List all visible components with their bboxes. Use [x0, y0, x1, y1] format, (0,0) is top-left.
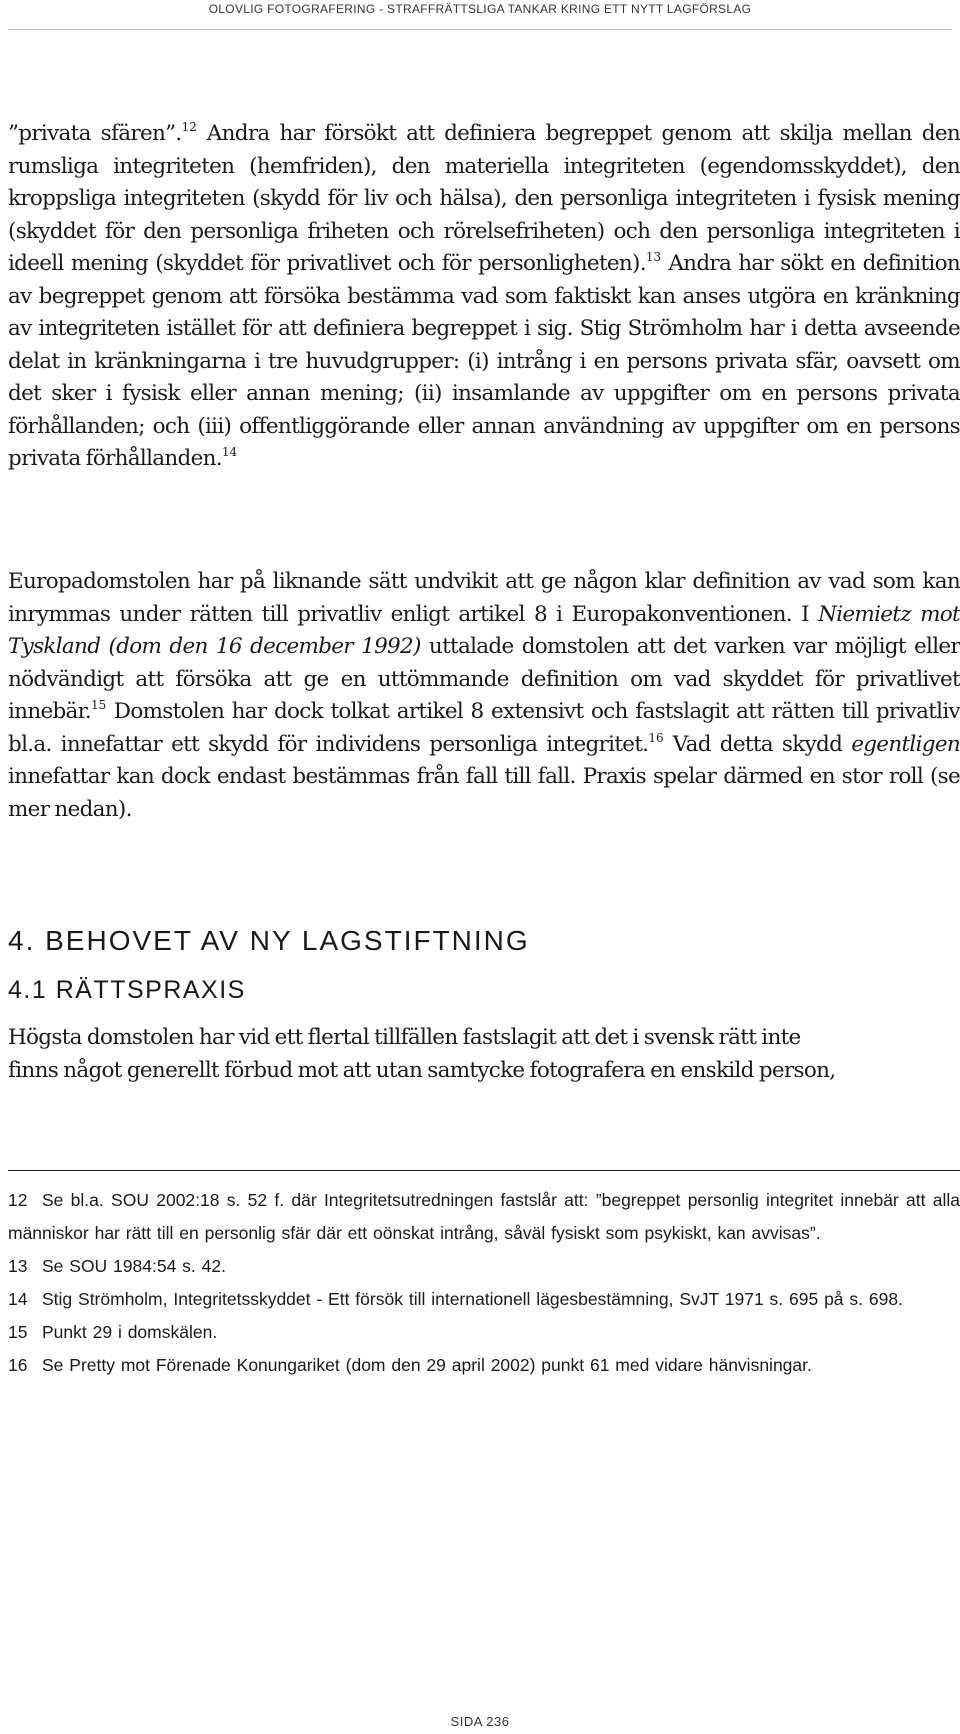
paragraph-text: innefattar kan dock endast bestämmas från fall till fall. Praxis spelar därmed en stor roll (se mer nedan).: [8, 764, 960, 822]
paragraph-line: finns något generellt förbud mot att utan samtycke fotografera en enskild person,: [8, 1057, 836, 1083]
page-number: SIDA 236: [450, 1714, 510, 1729]
footnote-ref-13[interactable]: 13: [645, 250, 662, 264]
paragraph-text: Andra har sökt en definition av begreppet genom att försöka bestämma vad som faktiskt kan anses utgöra en kränkning av integriteten istället för att definiera begreppet i sig. Stig Strömholm har i detta avseende delat in kränkningarna i tre huvudgrupper: (i) intrång i en persons privata sfär, oavsett om det sker i fysisk eller annan mening; (ii) insamlande av uppgifter om en persons privata förhållanden; och (iii) offentliggörande eller annan användning av uppgifter om en persons privata förhållanden.: [8, 251, 960, 471]
paragraph-text: uttalade domstolen att det varken var möjligt eller nödvändigt att försöka att ge en uttömmande definition om vad skyddet för privatlivet innebär.: [8, 634, 960, 724]
footnote-15: [8, 1316, 960, 1349]
paragraph-text: Andra har försökt att definiera begreppet genom att skilja mellan den rumsliga integriteten (hemfriden), den materiella integriteten (egendomsskyddet), den kroppsliga integriteten (skydd för liv och hälsa), den personliga integriteten i fysisk mening (skyddet för den personliga friheten och rörelsefriheten) och den personliga integriteten i ideell mening (skyddet för privatlivet och för personligheten).: [8, 121, 960, 276]
body-paragraph-2: [8, 566, 960, 826]
footnote-16: [8, 1349, 960, 1382]
footnote-number: 14: [8, 1289, 28, 1309]
footnote-text: Punkt 29 i domskälen.: [42, 1322, 218, 1342]
case-name: Niemietz mot Tyskland (dom den 16 december 1992): [8, 601, 960, 659]
footnote-number: 12: [8, 1190, 28, 1210]
footnote-divider: [8, 1170, 960, 1171]
footnote-ref-15[interactable]: 15: [91, 698, 107, 712]
footnote-12: [8, 1184, 960, 1250]
paragraph-text: ”privata sfären”.: [8, 121, 182, 146]
footnotes-list: [8, 1184, 960, 1382]
footnote-text: Stig Strömholm, Integritetsskyddet - Ett försök till internationell lägesbestämning, SvJT 1971 s. 695 på s. 698.: [42, 1289, 903, 1309]
footnote-text: Se Pretty mot Förenade Konungariket (dom den 29 april 2002) punkt 61 med vidare hänvisningar.: [42, 1355, 812, 1375]
running-header: OLOVLIG FOTOGRAFERING - STRAFFRÄTTSLIGA TANKAR KRING ETT NYTT LAGFÖRSLAG: [208, 2, 752, 16]
footnote-number: 16: [8, 1355, 28, 1375]
footnote-ref-12[interactable]: 12: [181, 120, 197, 134]
body-paragraph-1: [8, 118, 960, 476]
paragraph-text: Domstolen har dock tolkat artikel 8 extensivt och fastslagit att rätten till privatliv bl.a. innefattar ett skydd för individens personliga integritet.: [8, 699, 960, 757]
section-heading-4-1: 4.1 RÄTTSPRAXIS: [8, 976, 246, 1004]
body-paragraph-3: [8, 1022, 960, 1087]
footnote-14: [8, 1283, 960, 1316]
footnote-ref-14[interactable]: 14: [221, 445, 238, 459]
header-divider: [8, 29, 952, 30]
paragraph-line: Högsta domstolen har vid ett flertal tillfällen fastslagit att det i svensk rätt inte: [8, 1025, 801, 1050]
section-heading-4: 4. BEHOVET AV NY LAGSTIFTNING: [8, 925, 530, 956]
footnote-text: Se bl.a. SOU 2002:18 s. 52 f. där Integritetsutredningen fastslår att: ”begreppet personlig integritet innebär att alla människor har rätt till en personlig sfär där ett oönskat intrång, såväl fysiskt som psykiskt, kan avvisas”.: [8, 1190, 960, 1243]
footnote-13: [8, 1250, 960, 1283]
emphasis-word: egentligen: [851, 731, 960, 757]
footnote-text: Se SOU 1984:54 s. 42.: [42, 1256, 226, 1276]
footnote-number: 15: [8, 1322, 28, 1342]
footnote-number: 13: [8, 1256, 28, 1276]
paragraph-text: Europadomstolen har på liknande sätt undvikit att ge någon klar definition av vad som kan inrymmas under rätten till privatliv enligt artikel 8 i Europakonventionen. I: [8, 569, 960, 627]
paragraph-text: Vad detta skydd: [663, 731, 852, 757]
footnote-ref-16[interactable]: 16: [648, 730, 664, 745]
